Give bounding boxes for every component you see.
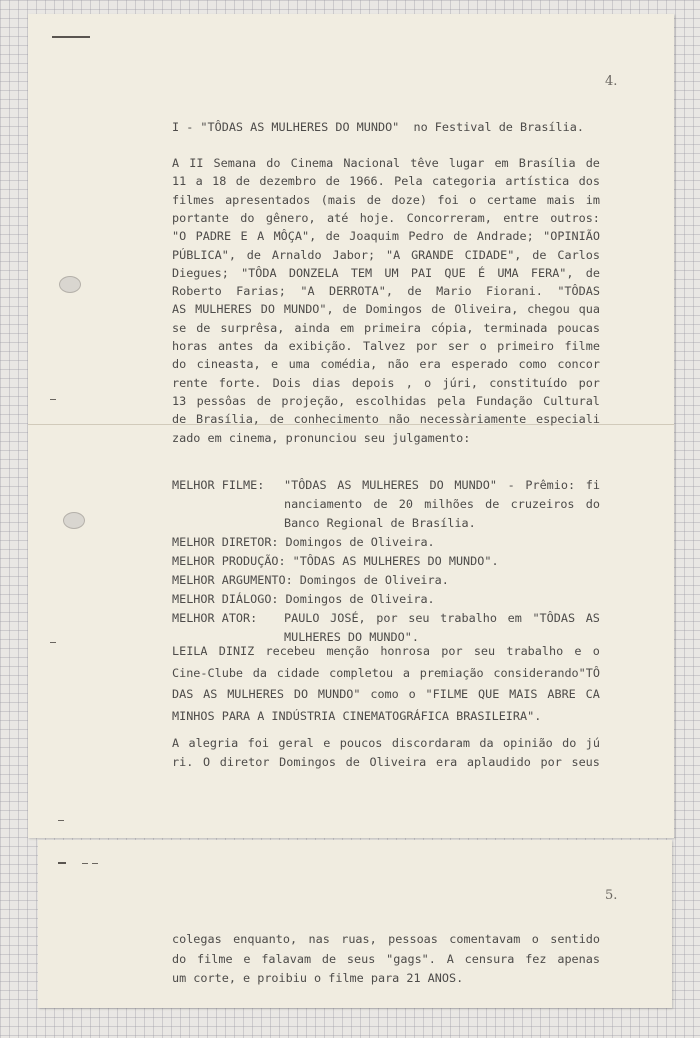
text-line: Cine-Clube da cidade completou a premiação considerando"TÔ	[172, 665, 600, 680]
punch-hole-icon	[59, 276, 81, 293]
text-line: horas antes da exibição. Talvez por ser o primeiro filme	[172, 339, 600, 353]
award-label: MELHOR FILME:	[172, 478, 265, 492]
award-label: MELHOR ARGUMENTO:	[172, 573, 293, 587]
text-line: um corte, e proibiu o filme para 21 ANOS.	[172, 971, 464, 985]
text-line: PÚBLICA", de Arnaldo Jabor; "A GRANDE CIDADE", de Carlos	[172, 247, 600, 262]
text-line: colegas enquanto, nas ruas, pessoas comentavam o sentido	[172, 932, 600, 946]
tick-mark	[50, 399, 56, 400]
award-text: Domingos de Oliveira.	[285, 592, 435, 606]
text-line: A alegria foi geral e poucos discordaram da opinião do jú	[172, 736, 600, 750]
text-line: 13 pessôas de projeção, escolhidas pela Fundação Cultural	[172, 393, 600, 408]
text-line: LEILA DINIZ recebeu menção honrosa por seu trabalho e o	[172, 644, 600, 658]
text-line: Diegues; "TÔDA DONZELA TEM UM PAI QUE É UMA FERA", de	[172, 265, 600, 280]
award-text: Domingos de Oliveira.	[285, 535, 435, 549]
text-line: do cineasta, e uma comédia, não era esperado como concor	[172, 357, 600, 372]
tick-mark	[58, 820, 64, 821]
award-label: MELHOR PRODUÇÃO:	[172, 554, 286, 568]
tick-mark	[50, 642, 56, 643]
text-line: A II Semana do Cinema Nacional têve lugar em Brasília de	[172, 156, 600, 170]
award-label: MELHOR DIRETOR:	[172, 535, 279, 549]
tick-mark	[82, 863, 88, 864]
pencil-mark	[58, 862, 66, 864]
award-text: "TÔDAS AS MULHERES DO MUNDO" - Prêmio: fi	[284, 478, 600, 492]
award-text: Domingos de Oliveira.	[299, 573, 449, 587]
text-line: portante do gênero, até hoje. Concorreram, entre outros:	[172, 210, 600, 225]
text-line: ri. O diretor Domingos de Oliveira era aplaudido por seus	[172, 755, 600, 769]
text-line: MINHOS PARA A INDÚSTRIA CINEMATOGRÁFICA BRASILEIRA".	[172, 708, 542, 723]
award-text: "TÔDAS AS MULHERES DO MUNDO".	[292, 554, 499, 568]
section-title: I - "TÔDAS AS MULHERES DO MUNDO" no Festival de Brasília.	[172, 120, 584, 134]
text-line: do filme e falavam de seus "gags". A censura fez apenas	[172, 951, 600, 966]
award-text: nanciamento de 20 milhões de cruzeiros do	[284, 497, 600, 511]
text-line: DAS AS MULHERES DO MUNDO" como o "FILME QUE MAIS ABRE CA	[172, 687, 600, 701]
award-text: MULHERES DO MUNDO".	[284, 630, 419, 644]
award-label: MELHOR DIÁLOGO:	[172, 592, 279, 606]
pencil-mark	[52, 36, 90, 38]
award-text: PAULO JOSÉ, por seu trabalho em "TÔDAS AS	[284, 611, 600, 625]
text-line: filmes apresentados (mais de doze) foi o certame mais im	[172, 192, 600, 207]
text-line: Roberto Farias; "A DERROTA", de Mario Fiorani. "TÔDAS	[172, 284, 600, 299]
award-label: MELHOR ATOR:	[172, 611, 258, 625]
punch-hole-icon	[63, 512, 85, 529]
text-line: rente forte. Dois dias depois , o júri, constituído por	[172, 375, 600, 390]
award-text: Banco Regional de Brasília.	[284, 516, 476, 530]
text-line: 11 a 18 de dezembro de 1966. Pela categoria artística dos	[172, 174, 600, 189]
text-line: AS MULHERES DO MUNDO", de Domingos de Oliveira, chegou qua	[172, 302, 600, 317]
text-line: de Brasília, de conhecimento não necessàriamente especiali	[172, 412, 600, 427]
text-line: "O PADRE E A MÔÇA", de Joaquim Pedro de Andrade; "OPINIÃO	[172, 229, 600, 244]
text-line: se de surprêsa, ainda em primeira cópia, terminada poucas	[172, 320, 600, 335]
tick-mark	[92, 863, 98, 864]
page-number: 4.	[605, 74, 618, 89]
page-number: 5.	[605, 888, 618, 903]
text-line: zado em cinema, pronunciou seu julgamento:	[172, 430, 471, 445]
